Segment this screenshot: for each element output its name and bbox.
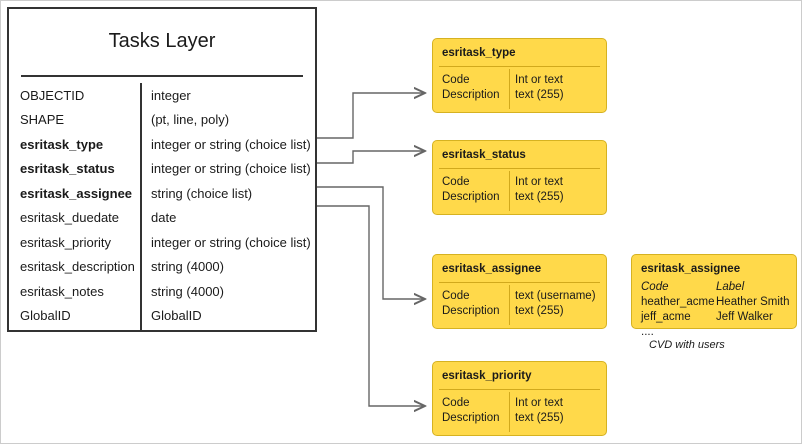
page-title: Tasks Layer (108, 30, 216, 52)
domain-box-esritask-assignee (432, 254, 607, 329)
field-type: GlobalID (151, 308, 202, 324)
domain-divider (439, 282, 600, 283)
field-type: string (4000) (151, 259, 224, 275)
cvd-label: Jeff Walker (716, 311, 773, 323)
domain-divider (439, 66, 600, 67)
table-row (9, 255, 315, 280)
domain-description-type: text (255) (515, 412, 564, 424)
domain-divider (439, 168, 600, 169)
domain-left-column (442, 289, 512, 319)
field-name: GlobalID (20, 308, 71, 324)
cvd-users-box (631, 254, 797, 338)
connector-status (317, 151, 425, 163)
domain-description-type: text (255) (515, 89, 564, 101)
domain-code-type: Int or text (515, 74, 563, 86)
domain-right-column (515, 396, 600, 426)
connector-assignee (317, 187, 425, 299)
list-item (641, 295, 790, 310)
cvd-code: heather_acme (641, 296, 715, 308)
table-row (9, 304, 315, 329)
cvd-header-row (641, 280, 790, 295)
connector-priority (317, 206, 425, 406)
field-name: OBJECTID (20, 87, 85, 103)
cvd-label (716, 325, 790, 340)
field-type: string (choice list) (151, 185, 253, 201)
cvd-label: Heather Smith (716, 296, 790, 308)
domain-code-type: text (username) (515, 290, 596, 302)
domain-code-label: Code (442, 74, 470, 86)
domain-left-column (442, 73, 512, 103)
domain-left-column (442, 175, 512, 205)
domain-right-column (515, 175, 600, 205)
connector-type (317, 93, 425, 138)
domain-left-column (442, 396, 512, 426)
domain-body (433, 396, 606, 435)
field-list (9, 83, 315, 330)
field-name: SHAPE (20, 112, 65, 128)
title-divider (21, 75, 303, 77)
field-name: esritask_type (20, 136, 104, 152)
domain-right-column (515, 289, 600, 319)
domain-description-label: Description (442, 89, 500, 101)
domain-box-esritask-status (432, 140, 607, 215)
domain-description-type: text (255) (515, 305, 564, 317)
domain-body (433, 73, 606, 112)
table-row (9, 132, 315, 157)
domain-title: esritask_status (442, 149, 526, 161)
domain-box-esritask-priority (432, 361, 607, 436)
field-name: esritask_assignee (20, 185, 133, 201)
domain-code-label: Code (442, 290, 470, 302)
domain-box-esritask-type (432, 38, 607, 113)
field-name: esritask_duedate (20, 210, 120, 226)
field-name: esritask_priority (20, 234, 112, 250)
field-type: integer or string (choice list) (151, 136, 311, 152)
table-row (9, 83, 315, 108)
domain-code-label: Code (442, 176, 470, 188)
table-row (9, 230, 315, 255)
table-row (9, 157, 315, 182)
domain-code-type: Int or text (515, 176, 563, 188)
field-name: esritask_status (20, 161, 115, 177)
field-type: integer (151, 87, 191, 103)
domain-divider (439, 389, 600, 390)
cvd-header-code: Code (641, 281, 669, 293)
cvd-code: jeff_acme (641, 311, 691, 323)
domain-right-column (515, 73, 600, 103)
field-type: date (151, 210, 177, 226)
cvd-caption: CVD with users (649, 339, 725, 351)
list-item (641, 325, 790, 340)
cvd-body (641, 280, 790, 340)
domain-title: esritask_priority (442, 370, 532, 382)
domain-title: esritask_assignee (442, 263, 542, 275)
domain-description-label: Description (442, 412, 500, 424)
domain-code-type: Int or text (515, 397, 563, 409)
field-type: integer or string (choice list) (151, 161, 311, 177)
domain-code-label: Code (442, 397, 470, 409)
list-item (641, 310, 790, 325)
table-row (9, 181, 315, 206)
cvd-header-label: Label (716, 281, 745, 293)
domain-body (433, 175, 606, 214)
field-name: esritask_description (20, 259, 135, 275)
domain-description-label: Description (442, 305, 500, 317)
field-type: (pt, line, poly) (151, 112, 230, 128)
table-row (9, 108, 315, 133)
field-name: esritask_notes (20, 283, 104, 299)
cvd-code: .... (641, 326, 654, 338)
domain-body (433, 289, 606, 328)
domain-title: esritask_type (442, 47, 516, 59)
table-row (9, 279, 315, 304)
tasks-layer-entity (7, 7, 317, 332)
domain-description-type: text (255) (515, 191, 564, 203)
domain-description-label: Description (442, 191, 500, 203)
field-type: string (4000) (151, 283, 224, 299)
table-row (9, 206, 315, 231)
field-type: integer or string (choice list) (151, 234, 311, 250)
cvd-title: esritask_assignee (641, 263, 741, 275)
